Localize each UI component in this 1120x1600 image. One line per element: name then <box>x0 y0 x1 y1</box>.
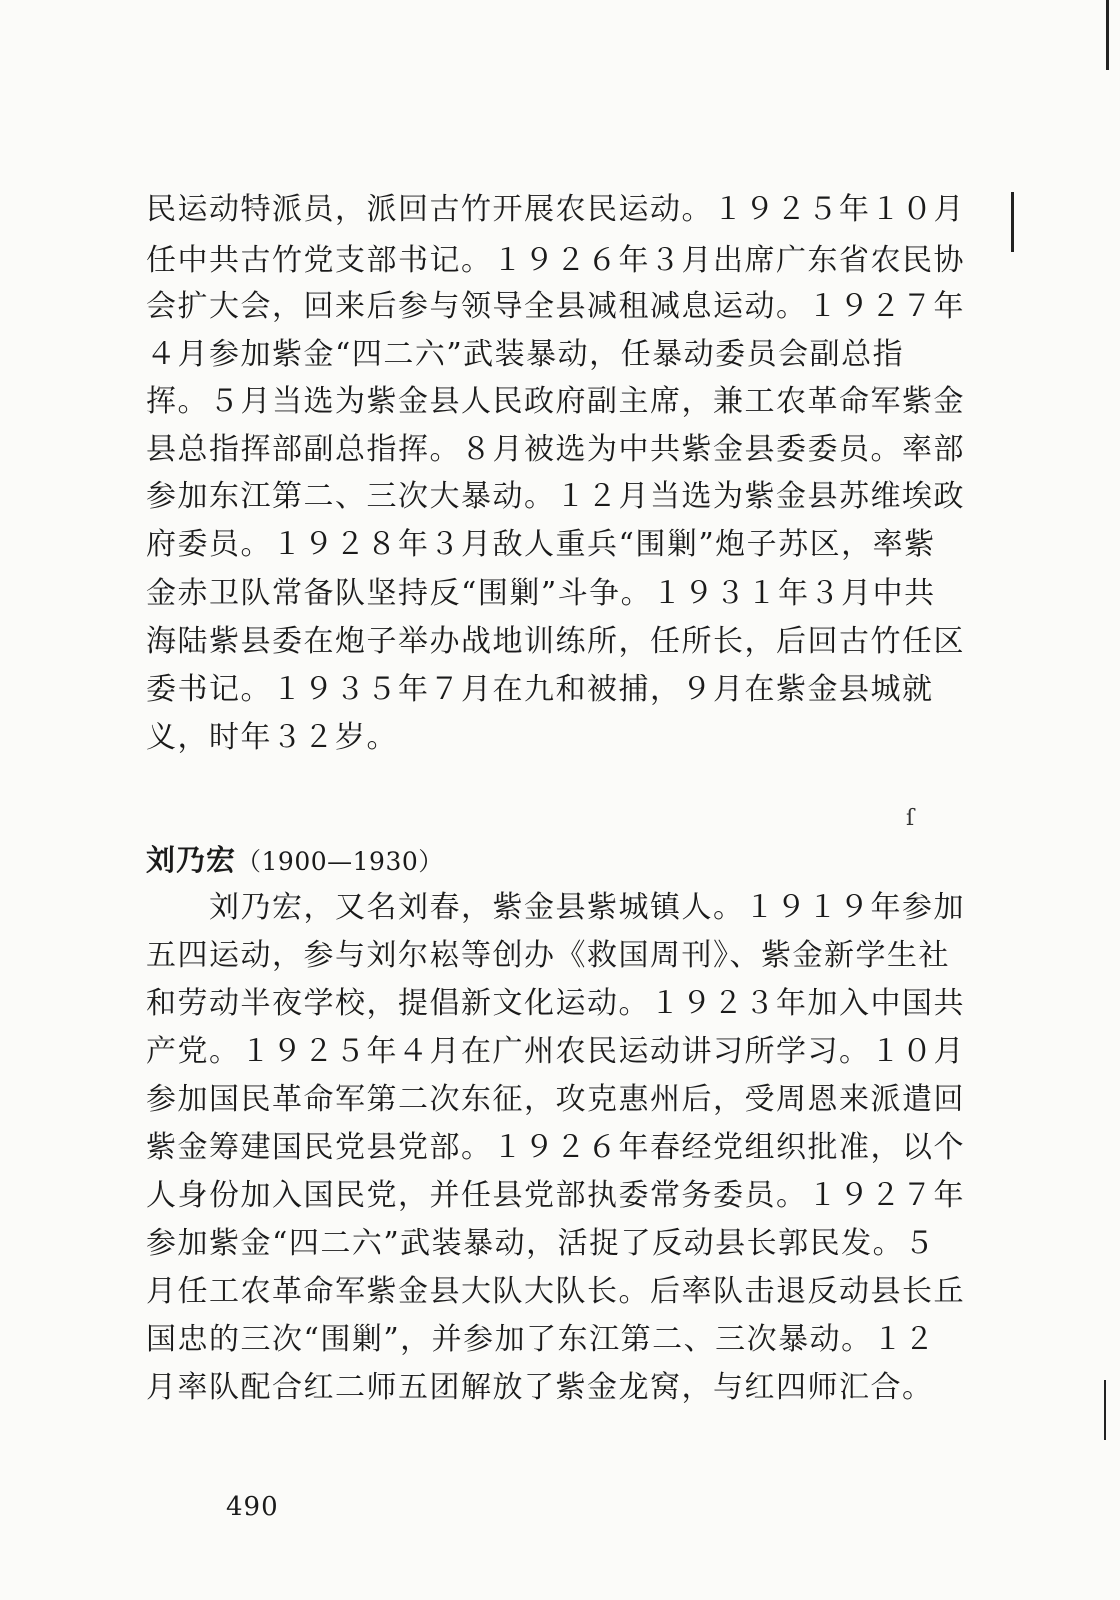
text-line: 挥。５月当选为紫金县人民政府副主席，兼工农革命军紫金 <box>146 384 965 419</box>
scan-edge-mark <box>1011 192 1014 252</box>
text-line: 参加紫金“四二六”武装暴动，活捉了反动县长郭民发。５ <box>146 1226 936 1261</box>
text-line: 任中共古竹党支部书记。１９２６年３月出席广东省农民协 <box>146 243 965 278</box>
text-line: 海陆紫县委在炮子举办战地训练所，任所长，后回古竹任区 <box>146 624 965 659</box>
text-line: 刘乃宏，又名刘春，紫金县紫城镇人。１９１９年参加 <box>146 890 965 925</box>
text-line: 委书记。１９３５年７月在九和被捕，９月在紫金县城就 <box>146 672 934 707</box>
text-line: 月率队配合红二师五团解放了紫金龙窝，与红四师汇合。 <box>146 1370 934 1405</box>
scan-speck: ſ <box>906 806 915 831</box>
text-line: 县总指挥部副总指挥。８月被选为中共紫金县委委员。率部 <box>146 432 965 467</box>
text-line: 人身份加入国民党，并任县党部执委常务委员。１９２７年 <box>146 1178 965 1213</box>
text-line: 紫金筹建国民党县党部。１９２６年春经党组织批准，以个 <box>146 1130 965 1165</box>
text-line: 五四运动，参与刘尔崧等创办《救国周刊》、紫金新学生社 <box>146 938 950 973</box>
scan-edge-mark <box>1104 1380 1106 1440</box>
text-line: ４月参加紫金“四二六”武装暴动，任暴动委员会副总指 <box>146 337 905 372</box>
page-number: 490 <box>226 1492 279 1522</box>
text-line: 参加东江第二、三次大暴动。１２月当选为紫金县苏维埃政 <box>146 479 965 514</box>
text-line: 府委员。１９２８年３月敌人重兵“围剿”炮子苏区，率紫 <box>146 527 936 562</box>
text-line: 月任工农革命军紫金县大队大队长。后率队击退反动县长丘 <box>146 1274 965 1309</box>
bio-dates: （1900—1930） <box>236 847 444 876</box>
text-line: 金赤卫队常备队坚持反“围剿”斗争。１９３１年３月中共 <box>146 576 936 611</box>
text-line: 参加国民革命军第二次东征，攻克惠州后，受周恩来派遣回 <box>146 1082 965 1117</box>
text-line: 和劳动半夜学校，提倡新文化运动。１９２３年加入中国共 <box>146 986 965 1021</box>
text-line: 国忠的三次“围剿”，并参加了东江第二、三次暴动。１２ <box>146 1322 936 1357</box>
text-line: 产党。１９２５年４月在广州农民运动讲习所学习。１０月 <box>146 1034 965 1069</box>
text-line: 会扩大会，回来后参与领导全县减租减息运动。１９２７年 <box>146 289 965 324</box>
text-line: 义，时年３２岁。 <box>146 720 398 755</box>
bio-name: 刘乃宏 <box>146 843 237 877</box>
bio-heading <box>146 842 444 880</box>
scan-edge-mark <box>1106 0 1109 70</box>
text-line: 民运动特派员，派回古竹开展农民运动。１９２５年１０月 <box>146 192 965 227</box>
